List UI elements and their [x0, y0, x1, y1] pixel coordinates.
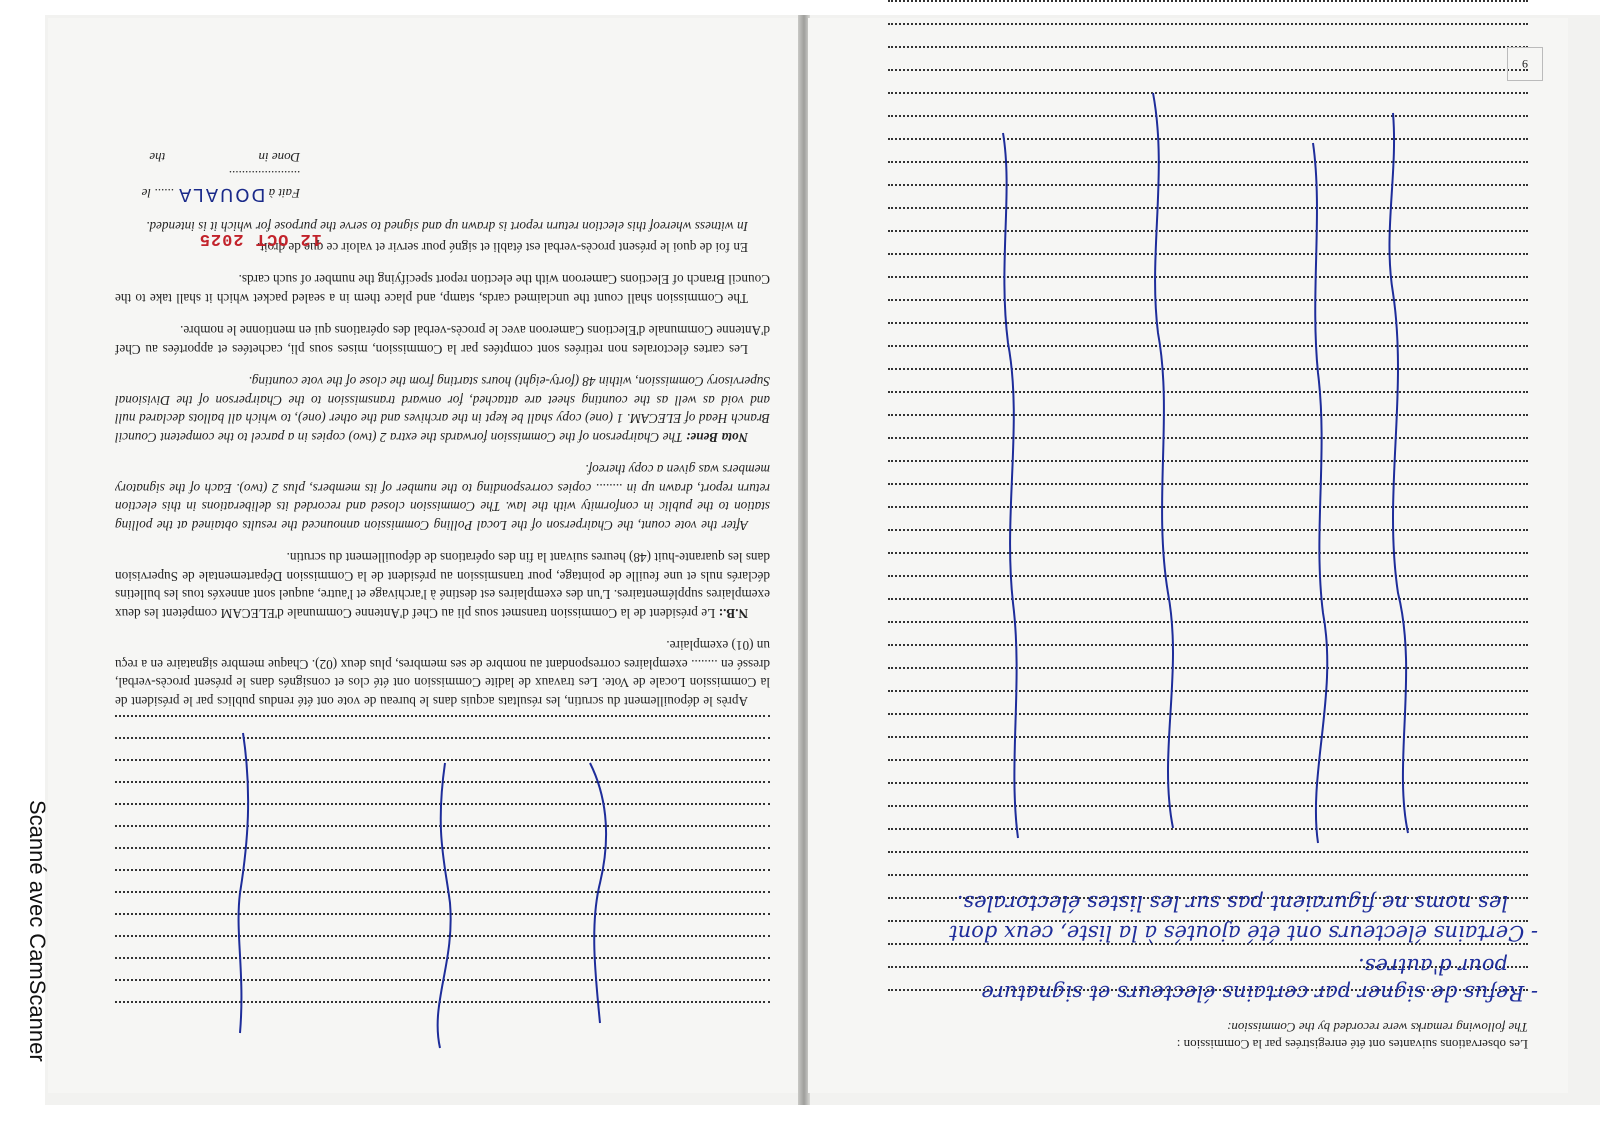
dotted-line [888, 437, 1528, 456]
dotted-line [888, 667, 1528, 686]
left-page-rotated-frame [48, 18, 800, 1093]
dotted-line [115, 715, 770, 732]
handwritten-remark-2: - Certains électeurs ont été ajoutés à la liste, ceux dont [949, 921, 1538, 945]
nota-bene-label: Nota Bene: [685, 430, 748, 445]
handwritten-remark-1-cont: pour d'autres. [1358, 954, 1508, 978]
blank-lines-block [115, 715, 770, 1018]
paragraph-fr-nb [115, 548, 770, 622]
paragraph-en-results: After the vote count, the Chairperson of the Local Polling Commission announced the results obtained at the polling station to the public in conformity with the law. The Commission closed and recorded its deliberations in this election return report, drawn up in ........ copies corresponding to the number of its members, plus 2 (two). Each of the signatory members was given a copy thereof. [115, 462, 770, 533]
handwritten-remark-2-cont: les noms ne figuraient pas sur les listes électorales. [956, 891, 1508, 915]
left-page-content [115, 148, 770, 1018]
paragraph-fr-cards: Les cartes électorales non retirées sont comptées par la Commission, mises sous pli, cachetées et apportées au Chef d'Antenne Communale d'Elections Cameroon avec le procès-verbal des opérations qui en mentionne le nombre. [115, 323, 770, 357]
dotted-line [888, 644, 1528, 663]
dotted-line [888, 483, 1528, 502]
dotted-line [888, 23, 1528, 42]
dotted-line [115, 847, 770, 864]
remarks-dotted-lines [888, 0, 1528, 1008]
dotted-line [888, 828, 1528, 847]
left-page [48, 18, 800, 1093]
dotted-line [888, 253, 1528, 272]
remarks-heading-en: The following remarks were recorded by the Commission: [1226, 1020, 1528, 1035]
dotted-line [888, 713, 1528, 732]
right-page-rotated-frame [808, 18, 1568, 1093]
dotted-line [888, 184, 1528, 203]
dotted-line [115, 781, 770, 798]
dotted-line [888, 506, 1528, 525]
dotted-line [888, 345, 1528, 364]
dotted-line [888, 276, 1528, 295]
remarks-heading-fr: Les observations suivantes ont été enregistrées par la Commission : [1176, 1037, 1528, 1052]
dotted-line [888, 621, 1528, 640]
remarks-heading [1177, 1019, 1528, 1053]
nota-bene-text: The Chairperson of the Commission forwards the extra 2 (two) copies in a parcel to the competent Council Branch Head of ELECAM. 1 (one) copy shall be kept in the archives and the other (one), to which all ballots declared null and void as well as the counting sheet are attached, for onward transmission to the Chairperson of the Divisional Supervisory Commission, within 48 (forty-eight) hours starting from the close of the vote counting. [114, 374, 770, 445]
camscanner-watermark [10, 800, 50, 1100]
dotted-line [888, 690, 1528, 709]
date-stamp: 12 OCT 2025 [198, 229, 322, 248]
dotted-line [115, 891, 770, 908]
dotted-line [115, 803, 770, 820]
dotted-line [115, 1001, 770, 1018]
page-number: 9 [1507, 47, 1543, 81]
dotted-line [115, 957, 770, 974]
paragraph-en-witness: In witness whereof this election return report is drawn up and signed to serve the purpose for which it is intended. [146, 219, 748, 235]
signature-block: Fait à DOUALA ...... le ...................... Done in the [141, 150, 300, 205]
dotted-line [888, 460, 1528, 479]
dotted-line [888, 575, 1528, 594]
dotted-line [115, 737, 770, 754]
dotted-line [115, 825, 770, 842]
dotted-line [888, 230, 1528, 249]
le-label: le [141, 186, 152, 201]
dotted-line [888, 368, 1528, 387]
dotted-line [115, 759, 770, 776]
dotted-line [115, 913, 770, 930]
handwritten-remark-1: - Refus de signer par certains électeurs et signature [981, 981, 1538, 1005]
dotted-line [888, 552, 1528, 571]
dotted-line [888, 207, 1528, 226]
the-label: the [149, 150, 166, 165]
paragraph-fr-en-foi: En foi de quoi le présent procès-verbal est établi et signé pour servir et valoir ce que de droit. [256, 240, 748, 255]
dotted-line [888, 0, 1528, 19]
fait-a-label: Fait à [268, 186, 300, 201]
dotted-line [888, 414, 1528, 433]
right-page [808, 18, 1568, 1093]
paragraph-en-cards: The Commission shall count the unclaimed cards, stamp, and place them in a sealed packet which it shall take to the Council Branch of Elections Cameroon with the election report specifying the number of such cards. [115, 272, 770, 306]
done-in-label: Done in [258, 150, 300, 165]
dotted-line [888, 805, 1528, 824]
dotted-line [888, 322, 1528, 341]
paragraph-en-nota-bene [115, 372, 770, 446]
dotted-line [888, 759, 1528, 778]
dotted-line [888, 115, 1528, 134]
dotted-line [888, 391, 1528, 410]
dotted-line [888, 161, 1528, 180]
place-handwritten: DOUALA [177, 184, 266, 205]
nb-text: Le président de la Commission transmet sous pli au Chef d'Antenne Communale d'ELECAM compétent les deux exemplaires supplémentaires. L'un des exemplaires est destiné à l'archivage et l'autre, auquel sont annexés tous les bulletins déclarés nuls et une feuille de pointage, pour transmission au président de la Commission Départementale de Supervision dans les quarante-huit (48) heures suivant la fin des opérations de dépouillement du scrutin. [115, 550, 770, 621]
nb-label: N.B.: [718, 606, 748, 621]
dotted-line [888, 46, 1528, 65]
dotted-line [888, 851, 1528, 870]
dotted-line [888, 92, 1528, 111]
dotted-line [888, 299, 1528, 318]
dotted-line [115, 979, 770, 996]
dotted-line [115, 869, 770, 886]
dotted-line [888, 529, 1528, 548]
dotted-line [888, 138, 1528, 157]
watermark-text: Scanné avec CamScanner [25, 800, 50, 1062]
dotted-line [888, 69, 1528, 88]
dotted-line [888, 736, 1528, 755]
dotted-line [115, 935, 770, 952]
paragraph-fr-results: Après le dépouillement du scrutin, les résultats acquis dans le bureau de vote ont été rendus publics par le président de la Commission Locale de Vote. Les travaux de ladite Commission ont été clos et consignés dans le présent procès-verbal, dressé en ........ exemplaires correspondant au nombre de ses membres, plus deux (02). Chaque membre signataire en a reçu un (01) exemplaire. [115, 638, 770, 709]
dotted-line [888, 782, 1528, 801]
dotted-line [888, 598, 1528, 617]
